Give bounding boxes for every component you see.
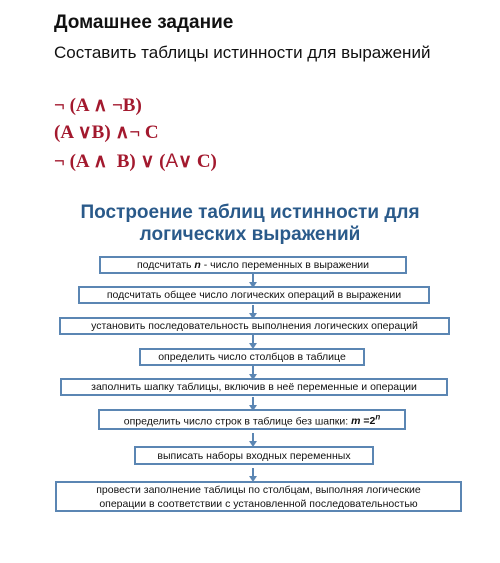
diagram-title-line-1: Построение таблиц истинности для [80, 202, 420, 223]
step-2-box: подсчитать общее число логических операций в выражении [78, 286, 430, 304]
expression-3 [54, 150, 217, 173]
step-6-exponent-n: n [375, 412, 381, 422]
diagram-title [40, 202, 460, 246]
step-3-box: установить последовательность выполнения логических операций [59, 317, 450, 335]
step-1-text-part: - число переменных в выражении [200, 259, 369, 271]
step-7-box: выписать наборы входных переменных [134, 446, 374, 465]
step-6-box [98, 409, 406, 430]
diagram-title-line-2: логических выражений [139, 224, 361, 245]
step-4-box: определить число столбцов в таблице [139, 348, 365, 366]
expression-3-var-a: A [165, 151, 179, 172]
homework-title: Домашнее задание [54, 12, 234, 33]
step-6-eq: =2 [360, 415, 376, 428]
expression-1: ¬ (A ∧ ¬B) [54, 95, 142, 116]
step-8-box [55, 481, 462, 512]
step-8-line-1: провести заполнение таблицы по столбцам, выполняя логические [96, 483, 421, 496]
step-6-text-part: определить число строк в таблице без шапки: [123, 415, 352, 428]
step-8-line-2: операции в соответствии с установленной последовательностью [99, 497, 418, 510]
step-6-text [124, 411, 380, 429]
step-6-var-m: m [351, 415, 361, 428]
expression-2: (A ∨B) ∧¬ C [54, 122, 159, 143]
step-1-text [137, 258, 369, 272]
expression-3-part: ∨ C) [178, 151, 217, 172]
step-1-text-part: подсчитать [137, 259, 195, 271]
step-1-box [99, 256, 407, 274]
step-1-var-n: n [194, 259, 201, 271]
homework-task: Составить таблицы истинности для выражений [54, 43, 431, 62]
step-5-box: заполнить шапку таблицы, включив в неё переменные и операции [60, 378, 448, 396]
expression-3-part: ¬ (A ∧ B) ∨ ( [54, 151, 166, 172]
